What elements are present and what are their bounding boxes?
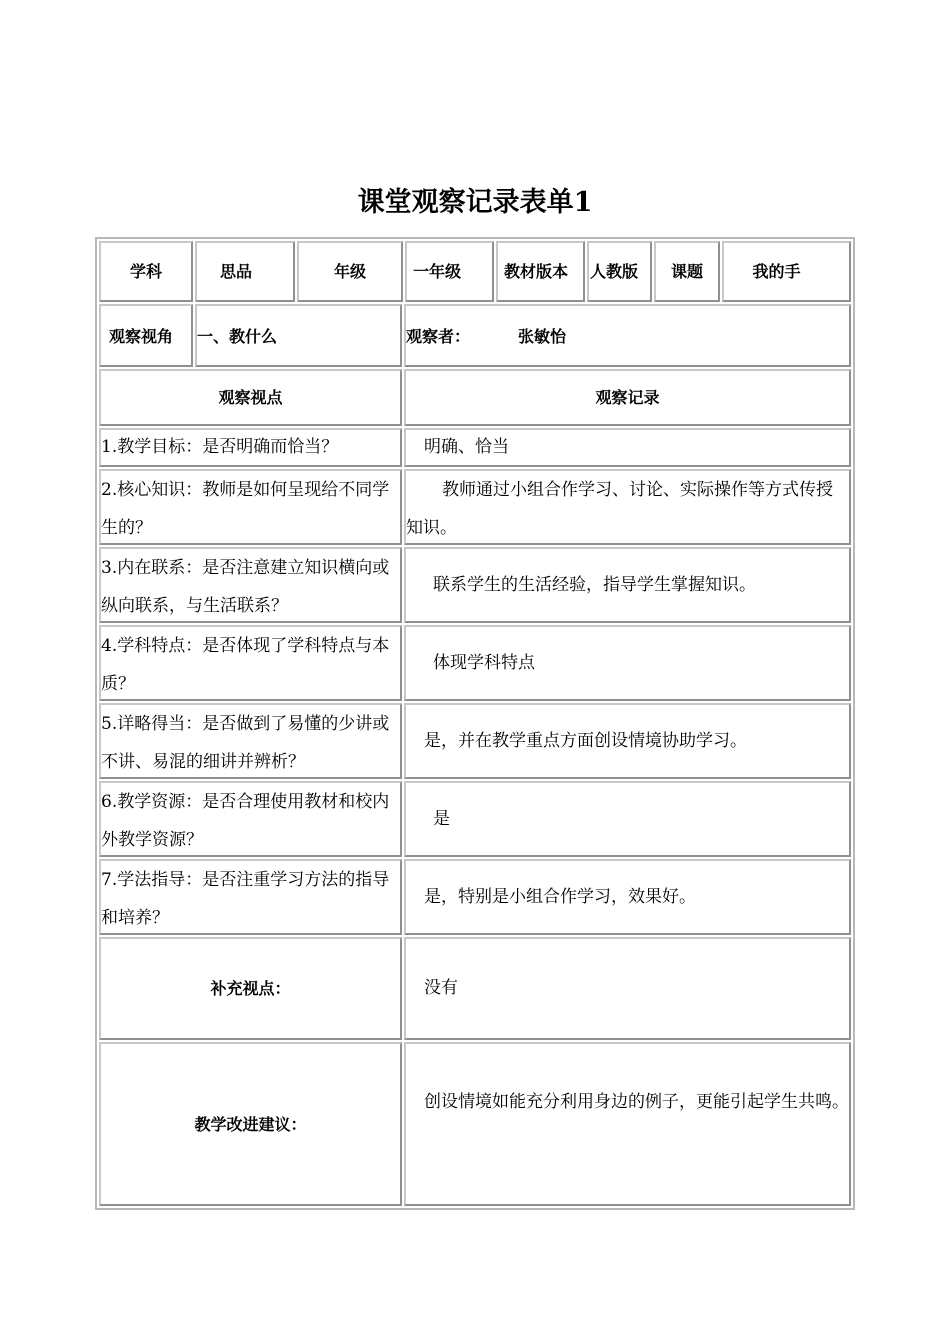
observation-table bbox=[95, 237, 855, 1210]
improvement-label: 教学改进建议： bbox=[99, 1042, 402, 1206]
topic-value: 我的手 bbox=[722, 241, 851, 302]
row-1-point: 1.教学目标：是否明确而恰当？ bbox=[99, 428, 402, 467]
row-7-record: 是，特别是小组合作学习，效果好。 bbox=[404, 859, 851, 935]
supplement-label: 补充视点： bbox=[99, 937, 402, 1040]
subject-label: 学科 bbox=[99, 241, 193, 302]
supplement-value: 没有 bbox=[404, 937, 851, 1040]
row-5-record: 是，并在教学重点方面创设情境协助学习。 bbox=[404, 703, 851, 779]
grade-value: 一年级 bbox=[405, 241, 494, 302]
edition-value: 人教版 bbox=[587, 241, 652, 302]
perspective-value: 一、教什么 bbox=[195, 304, 402, 367]
row-6-record: 是 bbox=[404, 781, 851, 857]
grade-label: 年级 bbox=[297, 241, 403, 302]
row-6-point: 6.教学资源：是否合理使用教材和校内外教学资源？ bbox=[99, 781, 402, 857]
row-3-record: 联系学生的生活经验，指导学生掌握知识。 bbox=[404, 547, 851, 623]
observer-cell bbox=[404, 304, 851, 367]
point-column-header: 观察视点 bbox=[99, 369, 402, 426]
row-5-point: 5.详略得当：是否做到了易懂的少讲或不讲、易混的细讲并辨析？ bbox=[99, 703, 402, 779]
subject-value: 思品 bbox=[195, 241, 295, 302]
observer-value: 张敏怡 bbox=[518, 327, 567, 346]
page-title: 课堂观察记录表单1 bbox=[357, 187, 593, 218]
topic-label: 课题 bbox=[654, 241, 720, 302]
row-7-point: 7.学法指导：是否注重学习方法的指导和培养？ bbox=[99, 859, 402, 935]
row-4-point: 4.学科特点：是否体现了学科特点与本质？ bbox=[99, 625, 402, 701]
row-2-point: 2.核心知识：教师是如何呈现给不同学生的？ bbox=[99, 469, 402, 545]
row-1-record: 明确、恰当 bbox=[404, 428, 851, 467]
edition-label: 教材版本 bbox=[496, 241, 585, 302]
row-4-record: 体现学科特点 bbox=[404, 625, 851, 701]
row-2-record: 教师通过小组合作学习、讨论、实际操作等方式传授知识。 bbox=[404, 469, 851, 545]
row-3-point: 3.内在联系：是否注意建立知识横向或纵向联系，与生活联系？ bbox=[99, 547, 402, 623]
improvement-value: 创设情境如能充分利用身边的例子，更能引起学生共鸣。 bbox=[404, 1042, 851, 1206]
perspective-label: 观察视角 bbox=[99, 304, 193, 367]
observer-label: 观察者： bbox=[406, 327, 471, 346]
record-column-header: 观察记录 bbox=[404, 369, 851, 426]
